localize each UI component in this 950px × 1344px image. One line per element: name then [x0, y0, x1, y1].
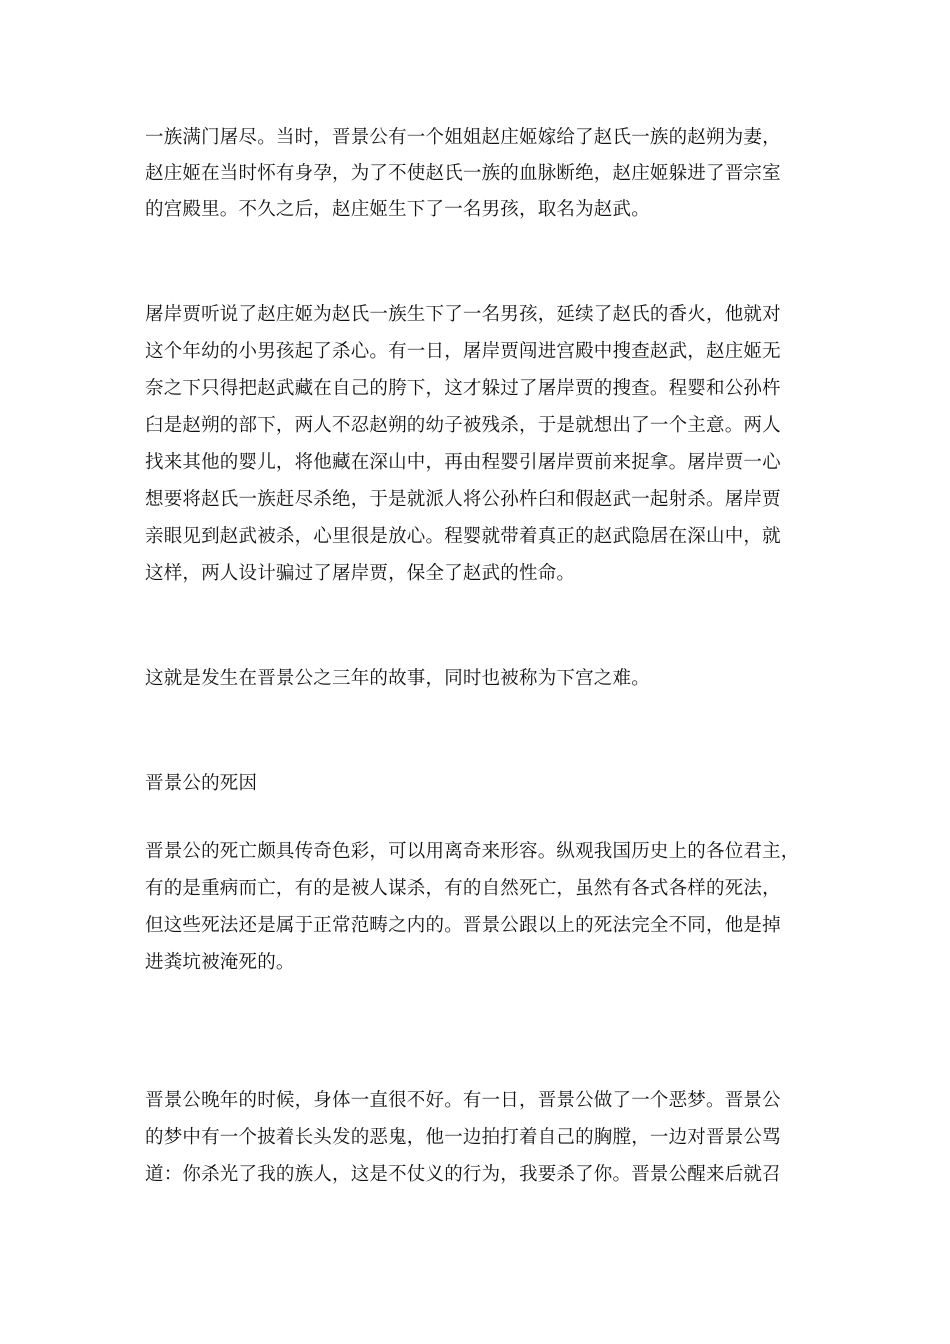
text-line: 晋景公晚年的时候，身体一直很不好。有一日，晋景公做了一个恶梦。晋景公 — [145, 1090, 781, 1111]
text-line: 进粪坑被淹死的。 — [145, 952, 295, 973]
text-line: 的宫殿里。不久之后，赵庄姬生下了一名男孩，取名为赵武。 — [145, 199, 650, 220]
text-line: 这就是发生在晋景公之三年的故事，同时也被称为下宫之难。 — [145, 668, 650, 689]
text-line: 一族满门屠尽。当时，晋景公有一个姐姐赵庄姬嫁给了赵氏一族的赵朔为妻， — [145, 127, 781, 148]
text-line: 的梦中有一个披着长头发的恶鬼，他一边拍打着自己的胸膛，一边对晋景公骂 — [145, 1127, 781, 1148]
text-line: 道：你杀光了我的族人，这是不仗义的行为，我要杀了你。晋景公醒来后就召 — [145, 1164, 781, 1185]
text-line: 亲眼见到赵武被杀，心里很是放心。程婴就带着真正的赵武隐居在深山中，就 — [145, 526, 781, 547]
text-line: 屠岸贾听说了赵庄姬为赵氏一族生下了一名男孩，延续了赵氏的香火，他就对 — [145, 304, 781, 325]
text-line: 找来其他的婴儿，将他藏在深山中，再由程婴引屠岸贾前来捉拿。屠岸贾一心 — [145, 452, 781, 473]
section-heading: 晋景公的死因 — [145, 773, 258, 794]
text-line: 臼是赵朔的部下，两人不忍赵朔的幼子被残杀，于是就想出了一个主意。两人 — [145, 415, 781, 436]
text-line: 这样，两人设计骗过了屠岸贾，保全了赵武的性命。 — [145, 563, 576, 584]
text-line: 奈之下只得把赵武藏在自己的胯下，这才躲过了屠岸贾的搜查。程婴和公孙杵 — [145, 378, 781, 399]
text-line: 晋景公的死亡颇具传奇色彩，可以用离奇来形容。纵观我国历史上的各位君主， — [145, 841, 800, 862]
text-line: 但这些死法还是属于正常范畴之内的。晋景公跟以上的死法完全不同，他是掉 — [145, 915, 781, 936]
text-line: 有的是重病而亡，有的是被人谋杀，有的自然死亡，虽然有各式各样的死法， — [145, 878, 781, 899]
text-line: 赵庄姬在当时怀有身孕，为了不使赵氏一族的血脉断绝，赵庄姬躲进了晋宗室 — [145, 163, 781, 184]
text-line: 想要将赵氏一族赶尽杀绝，于是就派人将公孙杵臼和假赵武一起射杀。屠岸贾 — [145, 489, 781, 510]
text-line: 这个年幼的小男孩起了杀心。有一日，屠岸贾闯进宫殿中搜查赵武，赵庄姬无 — [145, 341, 781, 362]
